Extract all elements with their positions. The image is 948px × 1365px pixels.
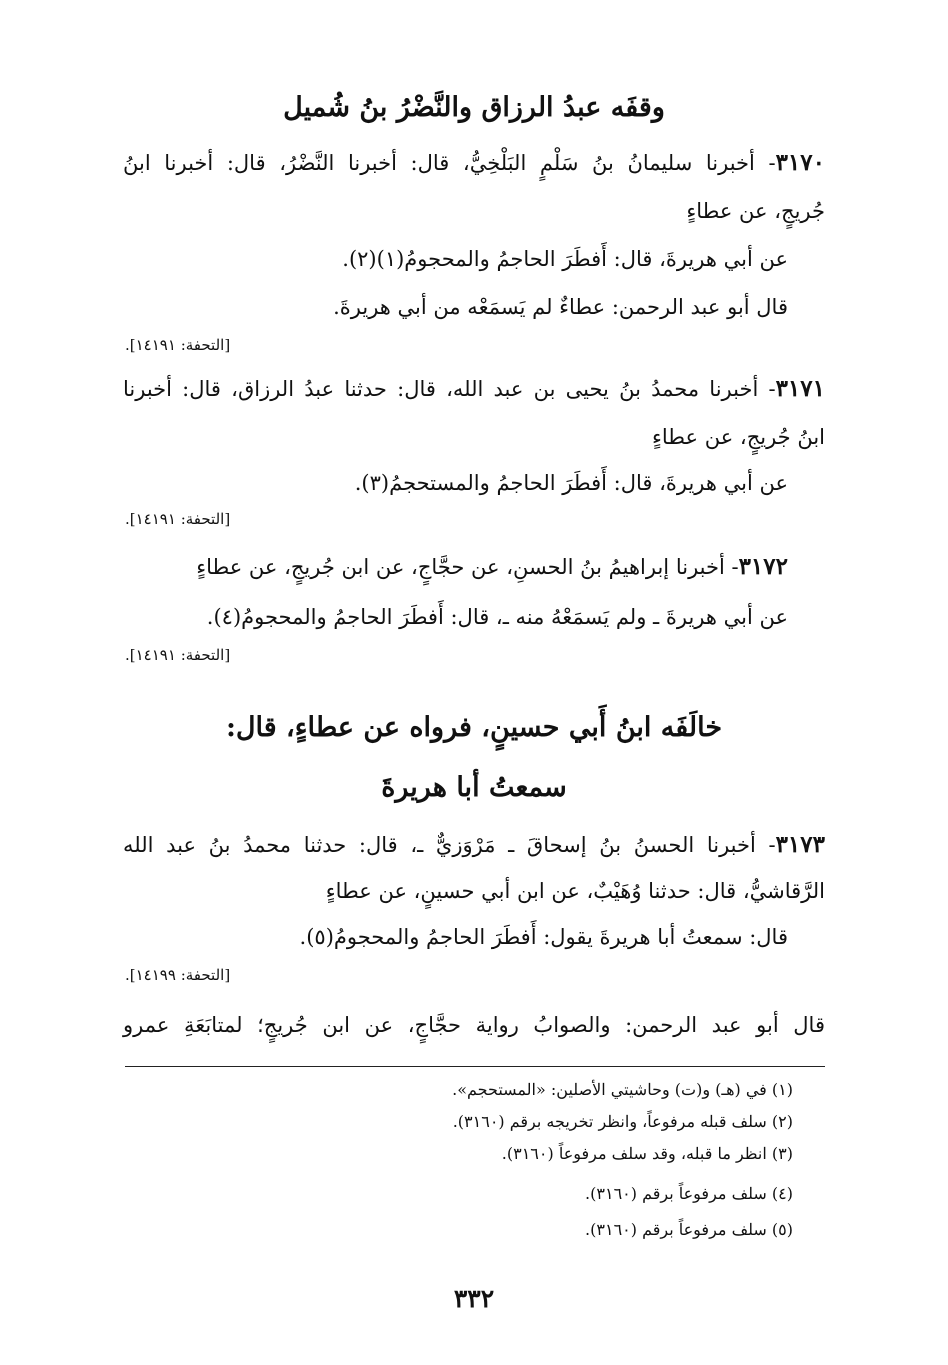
hadith-3171-line-2: ابنُ جُريجٍ، عن عطاءٍ (652, 425, 825, 449)
hadith-3172-line-1: ٣١٧٢- أخبرنا إبراهيمُ بنُ الحسنِ، عن حجَّاجٍ، عن ابن جُريجٍ، عن عطاءٍ (196, 553, 788, 580)
hadith-3170-line-3: عن أبي هريرةَ، قال: أَفطَرَ الحاجمُ والمحجومُ(١)(٢). (342, 247, 788, 271)
section-heading-1: وقفَه عبدُ الرزاق والنَّضْرُ بنُ شُميل (283, 92, 665, 123)
hadith-number-3172: ٣١٧٢ (738, 553, 788, 580)
page-number: ٣٣٢ (453, 1284, 495, 1313)
tuhfa-ref-3170: [التحفة: ١٤١٩١]. (125, 336, 231, 354)
footnote-3: (٣) انظر ما قبله، وقد سلف مرفوعاً (٣١٦٠). (501, 1144, 793, 1163)
hadith-3173-line-1: ٣١٧٣- أخبرنا الحسنُ بنُ إسحاقَ ـ مَرْوَزيٌّ ـ، قال: حدثنا محمدُ بنُ عبد الله (123, 831, 825, 858)
tuhfa-ref-3171: [التحفة: ١٤١٩١]. (125, 510, 231, 528)
hadith-3173-line-4: قال أبو عبد الرحمن: والصوابُ رواية حجَّاجٍ، عن ابن جُريجٍ؛ لمتابَعَةِ عمرو (123, 1013, 825, 1037)
hadith-3171-line-3: عن أبي هريرةَ، قال: أَفطَرَ الحاجمُ والمستحجمُ(٣). (354, 471, 788, 495)
tuhfa-ref-3172: [التحفة: ١٤١٩١]. (125, 646, 231, 664)
footnote-5: (٥) سلف مرفوعاً برقم (٣١٦٠). (585, 1220, 793, 1239)
footnote-divider (125, 1066, 825, 1067)
section-heading-3: سمعتُ أبا هريرةَ (381, 772, 567, 803)
footnote-2: (٢) سلف قبله مرفوعاً، وانظر تخريجه برقم (٣١٦٠). (452, 1112, 793, 1131)
hadith-3170-line-4: قال أبو عبد الرحمن: عطاءٌ لم يَسمَعْه من أبي هريرةَ. (333, 295, 788, 319)
hadith-3172-line-2: عن أبي هريرةَ ـ ولم يَسمَعْهُ منه ـ، قال: أَفطَرَ الحاجمُ والمحجومُ(٤). (206, 605, 788, 629)
hadith-3170-line-1: ٣١٧٠- أخبرنا سليمانُ بنُ سَلْمٍ البَلْخِيُّ، قال: أخبرنا النَّضْرُ، قال: أخبرنا ابنُ (123, 149, 825, 176)
hadith-3171-line-1: ٣١٧١- أخبرنا محمدُ بنُ يحيى بن عبد الله، قال: حدثنا عبدُ الرزاق، قال: أخبرنا (123, 375, 825, 402)
hadith-number-3173: ٣١٧٣ (775, 831, 825, 858)
hadith-3173-line-3: قال: سمعتُ أبا هريرةَ يقول: أَفطَرَ الحاجمُ والمحجومُ(٥). (299, 925, 788, 949)
footnote-1: (١) في (هـ) و(ت) وحاشيتي الأصلين: «المستحجم». (452, 1080, 793, 1099)
hadith-3170-line-2: جُريجٍ، عن عطاءٍ (686, 199, 825, 223)
section-heading-2: خالَفَه ابنُ أَبي حسينٍ، فرواه عن عطاءٍ، قال: (225, 712, 723, 743)
hadith-3173-line-2: الرَّقاشيُّ، قال: حدثنا وُهَيْبٌ، عن ابن أبي حسينٍ، عن عطاءٍ (325, 879, 825, 903)
hadith-number-3170: ٣١٧٠ (775, 149, 825, 176)
tuhfa-ref-3173: [التحفة: ١٤١٩٩]. (125, 966, 231, 984)
hadith-number-3171: ٣١٧١ (775, 375, 825, 402)
footnote-4: (٤) سلف مرفوعاً برقم (٣١٦٠). (585, 1184, 793, 1203)
